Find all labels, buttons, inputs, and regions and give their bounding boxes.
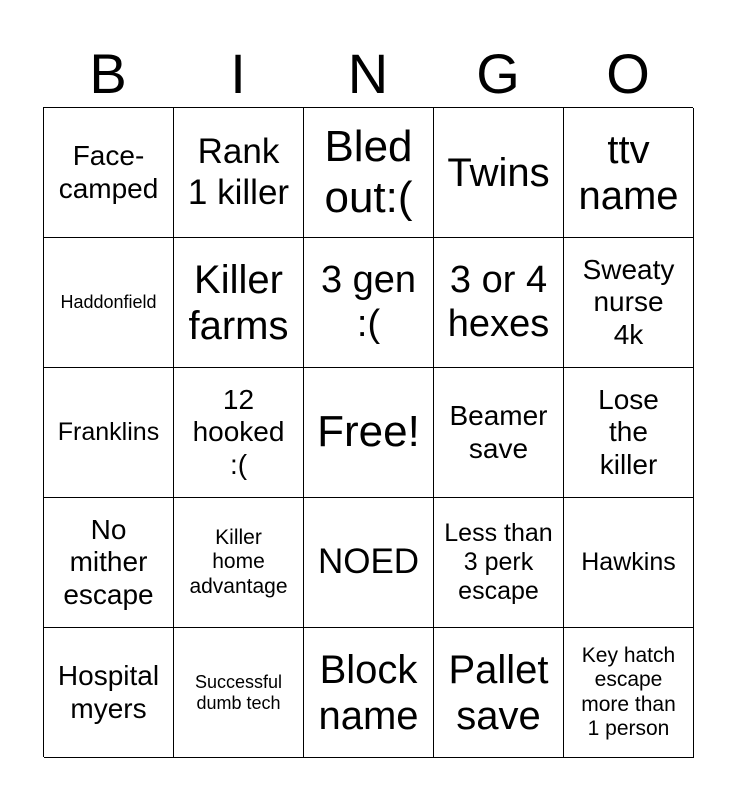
cell-label: Killer farms xyxy=(188,257,289,348)
cell-label: Lose the killer xyxy=(598,384,659,480)
cell-label: Free! xyxy=(317,407,420,457)
cell-label: ttv name xyxy=(578,127,679,218)
header-letter-o: O xyxy=(606,42,650,105)
bingo-cell-r4c1[interactable] xyxy=(44,498,174,628)
cell-label: Hawkins xyxy=(581,548,676,577)
bingo-cell-r1c3[interactable] xyxy=(304,108,434,238)
bingo-cell-r4c3[interactable] xyxy=(304,498,434,628)
cell-label: 12 hooked :( xyxy=(192,384,285,480)
cell-label: 3 gen :( xyxy=(320,258,417,345)
cell-label: Key hatch escape more than 1 person xyxy=(581,644,676,740)
cell-label: NOED xyxy=(317,542,420,582)
cell-label: Twins xyxy=(447,150,550,195)
cell-label: Rank 1 killer xyxy=(187,132,290,212)
bingo-cell-r4c4[interactable] xyxy=(434,498,564,628)
bingo-cell-r1c2[interactable] xyxy=(174,108,304,238)
bingo-board xyxy=(43,107,693,757)
bingo-cell-r5c5[interactable] xyxy=(564,628,694,758)
bingo-cell-r5c1[interactable] xyxy=(44,628,174,758)
bingo-header xyxy=(43,40,693,108)
bingo-cell-free-space[interactable] xyxy=(304,368,434,498)
header-letter-n: N xyxy=(347,42,389,105)
cell-label: Hospital myers xyxy=(57,660,160,724)
cell-label: Block name xyxy=(318,647,419,738)
bingo-cell-r1c5[interactable] xyxy=(564,108,694,238)
header-letter-b: B xyxy=(89,42,127,105)
cell-label: Beamer save xyxy=(449,400,548,464)
cell-label: 3 or 4 hexes xyxy=(447,258,550,345)
bingo-cell-r3c2[interactable] xyxy=(174,368,304,498)
bingo-cell-r2c2[interactable] xyxy=(174,238,304,368)
cell-label: Successful dumb tech xyxy=(194,671,283,713)
cell-label: Less than 3 perk escape xyxy=(444,519,553,605)
bingo-cell-r5c2[interactable] xyxy=(174,628,304,758)
cell-label: Bled out:( xyxy=(324,121,413,222)
cell-label: Sweaty nurse 4k xyxy=(582,254,675,350)
cell-label: Killer home advantage xyxy=(189,526,288,598)
bingo-cell-r2c1[interactable] xyxy=(44,238,174,368)
bingo-cell-r5c4[interactable] xyxy=(434,628,564,758)
bingo-cell-r2c5[interactable] xyxy=(564,238,694,368)
bingo-cell-r4c5[interactable] xyxy=(564,498,694,628)
header-letter-i: I xyxy=(230,42,246,105)
bingo-cell-r3c4[interactable] xyxy=(434,368,564,498)
cell-label: Franklins xyxy=(57,418,160,447)
bingo-cell-r5c3[interactable] xyxy=(304,628,434,758)
bingo-cell-r3c1[interactable] xyxy=(44,368,174,498)
cell-label: Face- camped xyxy=(58,140,159,204)
header-letter-g: G xyxy=(476,42,520,105)
bingo-cell-r4c2[interactable] xyxy=(174,498,304,628)
cell-label: No mither escape xyxy=(63,514,154,610)
cell-label: Pallet save xyxy=(448,647,549,738)
bingo-cell-r2c4[interactable] xyxy=(434,238,564,368)
bingo-cell-r3c5[interactable] xyxy=(564,368,694,498)
bingo-cell-r1c4[interactable] xyxy=(434,108,564,238)
cell-label: Haddonfield xyxy=(60,292,157,313)
bingo-cell-r1c1[interactable] xyxy=(44,108,174,238)
bingo-cell-r2c3[interactable] xyxy=(304,238,434,368)
